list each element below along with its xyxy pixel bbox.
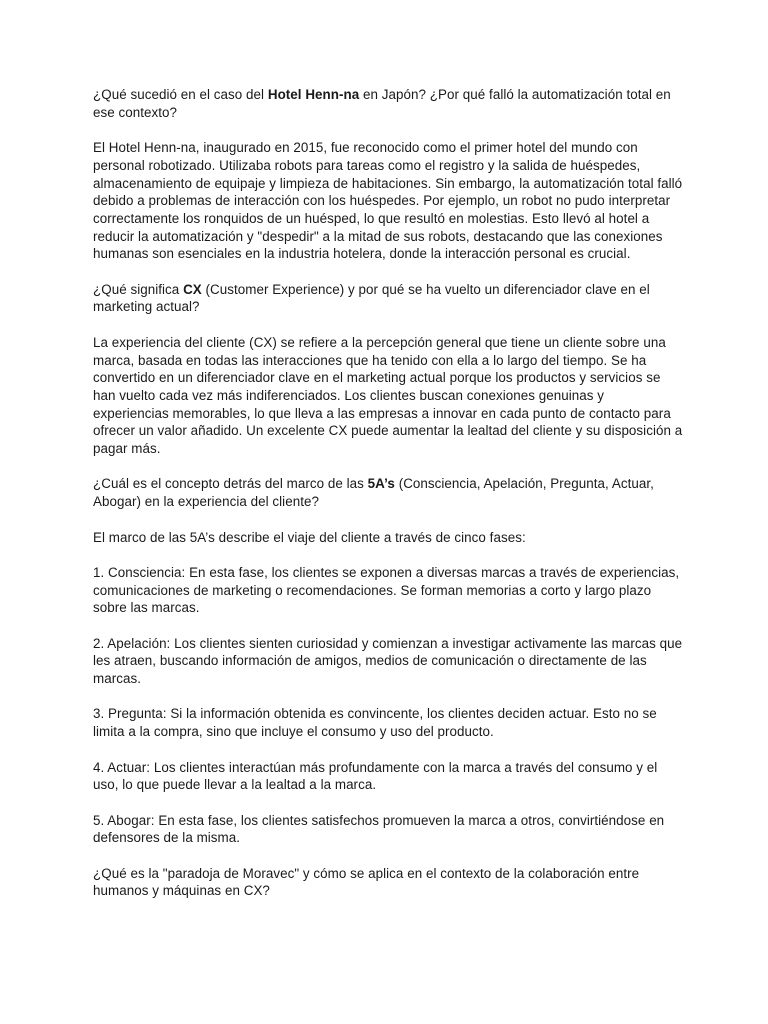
- question-text: en Japón? ¿Por qué falló la automatización total en ese contexto?: [93, 87, 671, 120]
- question-text: ¿Qué sucedió en el caso del: [93, 87, 268, 102]
- question-keyword: 5A’s: [367, 476, 395, 492]
- list-item-actuar: 4. Actuar: Los clientes interactúan más profundamente con la marca a través del consumo y el uso, lo que puede llevar a la lealtad a la marca.: [93, 759, 658, 793]
- question-text: (Consciencia, Apelación, Pregunta, Actuar, Abogar) en la experiencia del cliente?: [93, 476, 654, 510]
- list-item-abogar: 5. Abogar: En esta fase, los clientes satisfechos promueven la marca a otros, convirtiéndose en defensores de la misma.: [93, 812, 665, 846]
- document-body: [93, 86, 683, 918]
- question-keyword: Hotel Henn-na: [267, 87, 360, 102]
- answer-5as-intro: El marco de las 5A’s describe el viaje del cliente a través de cinco fases:: [93, 529, 526, 545]
- question-5as: [93, 475, 683, 510]
- question-hotel-henn-na: [93, 86, 683, 121]
- list-item-consciencia: 1. Consciencia: En esta fase, los clientes se exponen a diversas marcas a través de experiencias, comunicaciones de marketing o recomendaciones. Se forman memorias a corto y largo plazo sobre las marcas.: [93, 564, 680, 616]
- answer-hotel-henn-na: El Hotel Henn-na, inaugurado en 2015, fue reconocido como el primer hotel del mundo con personal robotizado. Utilizaba robots para tareas como el registro y la salida de huéspedes, almacenamiento de equipaje y limpieza de habitaciones. Sin embargo, la automatización total falló debido a problemas de interacción con los huéspedes. Por ejemplo, un robot no pudo interpretar correctamente los ronquidos de un huésped, lo que resultó en molestias. Esto llevó al hotel a reducir la automatización y "despedir" a la mitad de sus robots, destacando que las conexiones humanas son esenciales en la industria hotelera, donde la interacción personal es crucial.: [93, 140, 683, 262]
- question-text: ¿Cuál es el concepto detrás del marco de las: [93, 476, 368, 492]
- question-text: ¿Qué significa: [93, 281, 184, 297]
- question-moravec: ¿Qué es la "paradoja de Moravec" y cómo se aplica en el contexto de la colaboración entre humanos y máquinas en CX?: [93, 865, 640, 899]
- list-item-apelacion: 2. Apelación: Los clientes sienten curiosidad y comienzan a investigar activamente las marcas que les atraen, buscando información de amigos, medios de comunicación o directamente de las marcas.: [93, 635, 683, 687]
- answer-cx: La experiencia del cliente (CX) se refiere a la percepción general que tiene un cliente sobre una marca, basada en todas las interacciones que ha tenido con ella a lo largo del tiempo. Se ha convertido en un diferenciador clave en el marketing actual porque los productos y servicios se han vuelto cada vez más indiferenciados. Los clientes buscan conexiones genuinas y experiencias memorables, lo que lleva a las empresas a innovar en cada punto de contacto para ofrecer un valor añadido. Un excelente CX puede aumentar la lealtad del cliente y su disposición a pagar más.: [93, 334, 683, 457]
- list-item-pregunta: 3. Pregunta: Si la información obtenida es convincente, los clientes deciden actuar. Esto no se limita a la compra, sino que incluye el consumo y uso del producto.: [93, 706, 657, 740]
- question-keyword: CX: [183, 281, 202, 297]
- question-cx: [93, 281, 683, 316]
- question-text: (Customer Experience) y por qué se ha vuelto un diferenciador clave en el marketing actual?: [93, 281, 650, 315]
